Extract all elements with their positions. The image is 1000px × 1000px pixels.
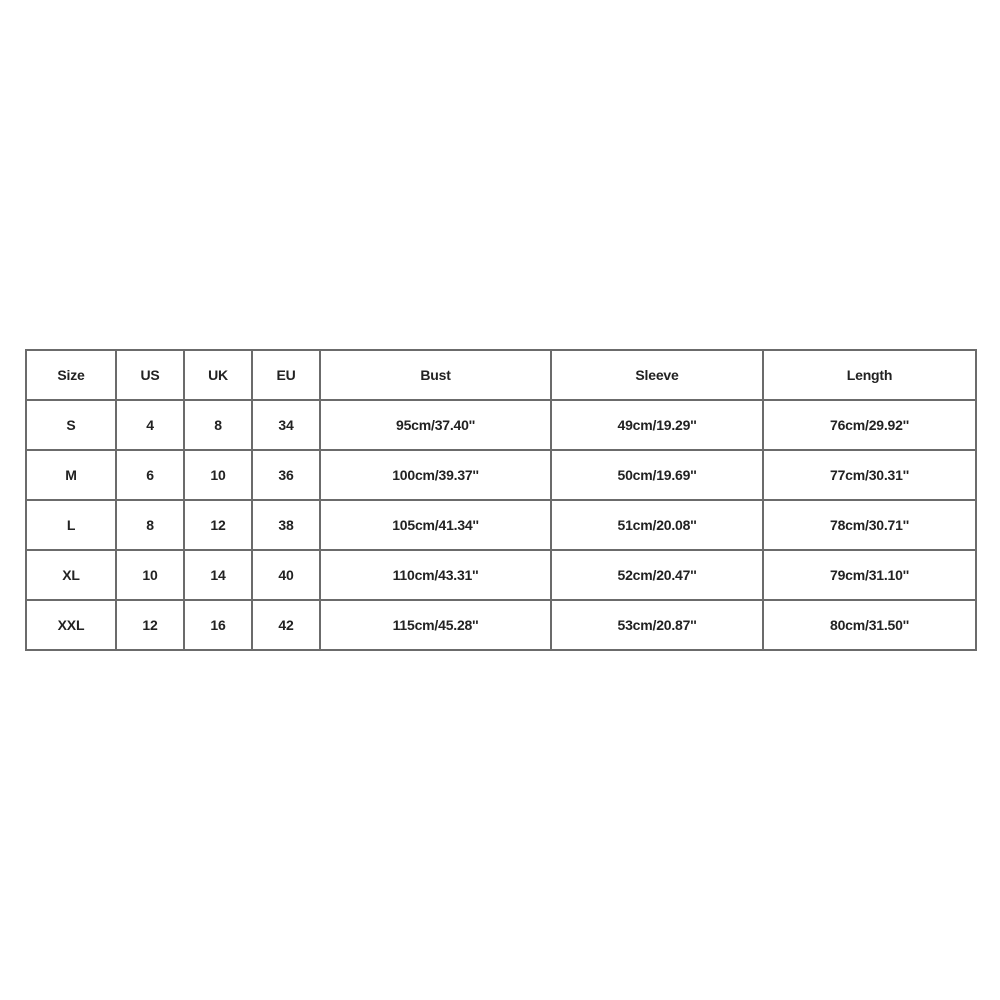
table-row (26, 450, 976, 500)
table-row (26, 550, 976, 600)
table-cell: 12 (184, 500, 252, 550)
header-cell-eu: EU (252, 350, 320, 400)
table-cell: 115cm/45.28'' (320, 600, 551, 650)
table-cell: 49cm/19.29'' (551, 400, 763, 450)
header-cell-length: Length (763, 350, 976, 400)
table-cell: L (26, 500, 116, 550)
table-cell: 16 (184, 600, 252, 650)
table-cell: 53cm/20.87'' (551, 600, 763, 650)
table-cell: 10 (116, 550, 184, 600)
table-row (26, 500, 976, 550)
header-cell-us: US (116, 350, 184, 400)
table-cell: 36 (252, 450, 320, 500)
table-row (26, 400, 976, 450)
table-cell: 40 (252, 550, 320, 600)
header-row (26, 350, 976, 400)
header-cell-uk: UK (184, 350, 252, 400)
table-cell: S (26, 400, 116, 450)
table-cell: XL (26, 550, 116, 600)
table-cell: M (26, 450, 116, 500)
table-row (26, 600, 976, 650)
table-cell: 78cm/30.71'' (763, 500, 976, 550)
table-cell: 110cm/43.31'' (320, 550, 551, 600)
table-cell: 34 (252, 400, 320, 450)
table-cell: 52cm/20.47'' (551, 550, 763, 600)
table-cell: 14 (184, 550, 252, 600)
table-cell: XXL (26, 600, 116, 650)
table-cell: 12 (116, 600, 184, 650)
table-cell: 100cm/39.37'' (320, 450, 551, 500)
table-cell: 42 (252, 600, 320, 650)
table-cell: 76cm/29.92'' (763, 400, 976, 450)
size-chart-table (25, 349, 977, 651)
table-cell: 105cm/41.34'' (320, 500, 551, 550)
table-cell: 38 (252, 500, 320, 550)
table-cell: 80cm/31.50'' (763, 600, 976, 650)
table-cell: 95cm/37.40'' (320, 400, 551, 450)
table-cell: 8 (184, 400, 252, 450)
header-cell-sleeve: Sleeve (551, 350, 763, 400)
header-cell-bust: Bust (320, 350, 551, 400)
table-cell: 50cm/19.69'' (551, 450, 763, 500)
table-cell: 10 (184, 450, 252, 500)
header-cell-size: Size (26, 350, 116, 400)
table-cell: 77cm/30.31'' (763, 450, 976, 500)
table-cell: 4 (116, 400, 184, 450)
table-cell: 6 (116, 450, 184, 500)
table-cell: 79cm/31.10'' (763, 550, 976, 600)
table-cell: 51cm/20.08'' (551, 500, 763, 550)
table-cell: 8 (116, 500, 184, 550)
